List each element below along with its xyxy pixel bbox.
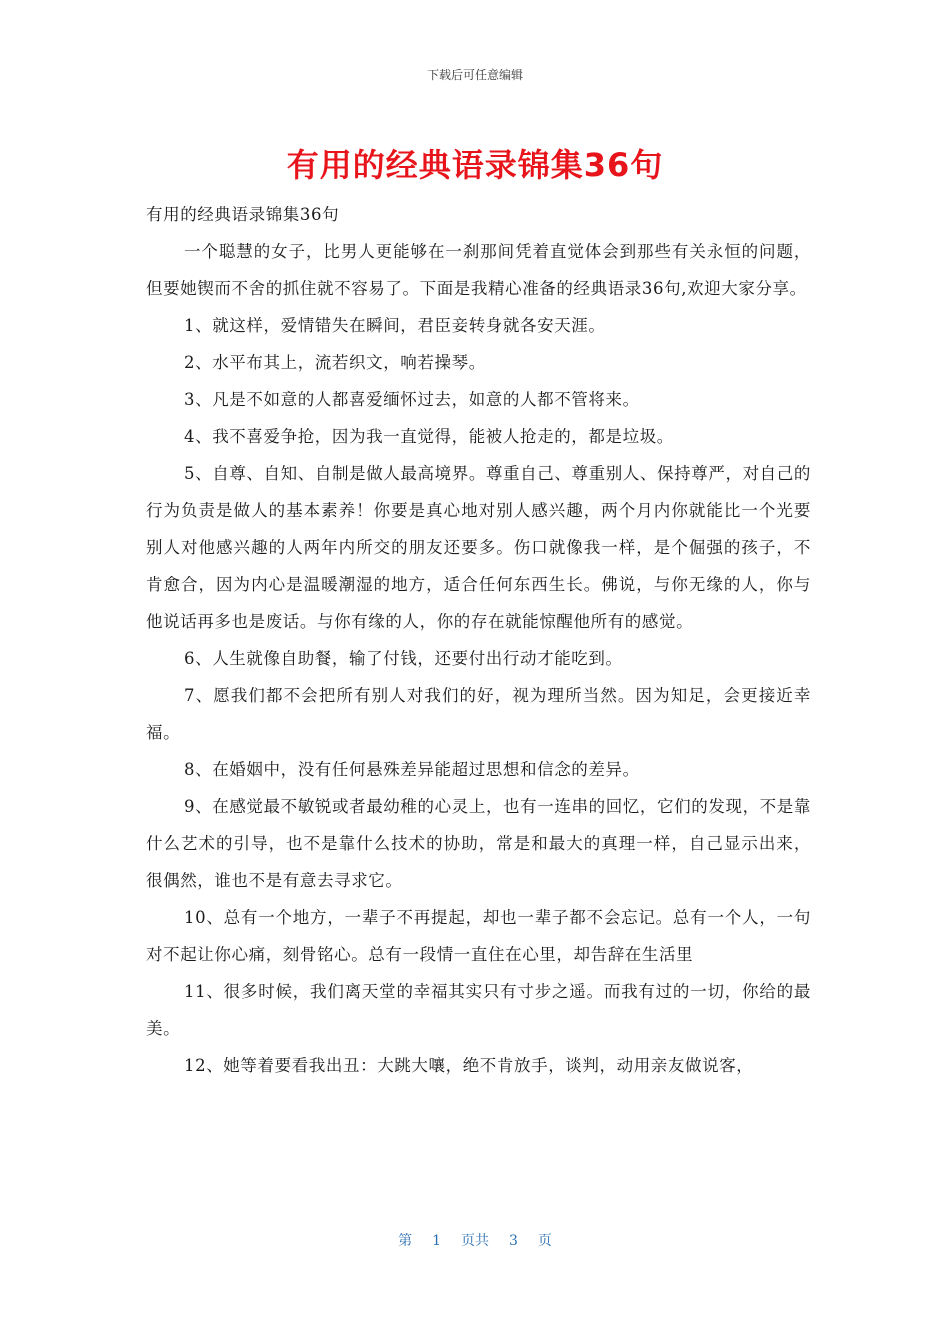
quote-entry-7: 7、愿我们都不会把所有别人对我们的好，视为理所当然。因为知足，会更接近幸福。 (146, 686, 811, 742)
quote-entry-11: 11、很多时候，我们离天堂的幸福其实只有寸步之遥。而我有过的一切，你给的最美。 (146, 982, 811, 1038)
footer-ye: 页 (537, 1233, 552, 1249)
subtitle-line: 有用的经典语录锦集36句 (146, 205, 340, 224)
document-title: 有用的经典语录锦集36句 (286, 146, 664, 184)
header-note: 下载后可任意编辑 (426, 68, 523, 82)
quote-entry-10: 10、总有一个地方，一辈子不再提起，却也一辈子都不会忘记。总有一个人，一句对不起让你心痛，刻骨铭心。总有一段情一直住在心里，却告辞在生活里 (146, 908, 811, 964)
quote-entry-12: 12、她等着要看我出丑：大跳大嚷，绝不肯放手，谈判，动用亲友做说客， (184, 1056, 754, 1075)
quote-entry-5: 5、自尊、自知、自制是做人最高境界。尊重自己、尊重别人、保持尊严，对自己的行为负责是做人的基本素养！你要是真心地对别人感兴趣，两个月内你就能比一个光要别人对他感兴趣的人两年内所交的朋友还要多。伤口就像我一样，是个倔强的孩子，不肯愈合，因为内心是温暖潮湿的地方，适合任何东西生长。佛说，与你无缘的人，你与他说话再多也是废话。与你有缘的人，你的存在就能惊醒他所有的感觉。 (146, 464, 811, 631)
quote-entry-1: 1、就这样，爱情错失在瞬间，君臣妾转身就各安天涯。 (184, 316, 606, 335)
quote-entry-9: 9、在感觉最不敏锐或者最幼稚的心灵上，也有一连串的回忆，它们的发现，不是靠什么艺术的引导，也不是靠什么技术的协助，常是和最大的真理一样，自己显示出来，很偶然，谁也不是有意去寻求它。 (146, 797, 811, 890)
quote-entry-4: 4、我不喜爱争抢，因为我一直觉得，能被人抢走的，都是垃圾。 (184, 427, 674, 446)
footer-page-number: 1 (432, 1233, 441, 1249)
intro-paragraph: 一个聪慧的女子，比男人更能够在一刹那间凭着直觉体会到那些有关永恒的问题，但要她锲而不舍的抓住就不容易了。下面是我精心准备的经典语录36句,欢迎大家分享。 (146, 242, 811, 298)
quote-entry-6: 6、人生就像自助餐，输了付钱，还要付出行动才能吃到。 (184, 649, 623, 668)
document-body (146, 196, 811, 1084)
footer-total-pages: 3 (509, 1233, 518, 1249)
footer-ye-gong: 页共 (461, 1233, 489, 1249)
quote-entry-3: 3、凡是不如意的人都喜爱缅怀过去，如意的人都不管将来。 (184, 390, 640, 409)
page-footer (0, 1230, 950, 1250)
quote-entry-8: 8、在婚姻中，没有任何悬殊差异能超过思想和信念的差异。 (184, 760, 640, 779)
quote-entry-2: 2、水平布其上，流若织文，响若操琴。 (184, 353, 486, 372)
footer-di: 第 (398, 1233, 413, 1249)
